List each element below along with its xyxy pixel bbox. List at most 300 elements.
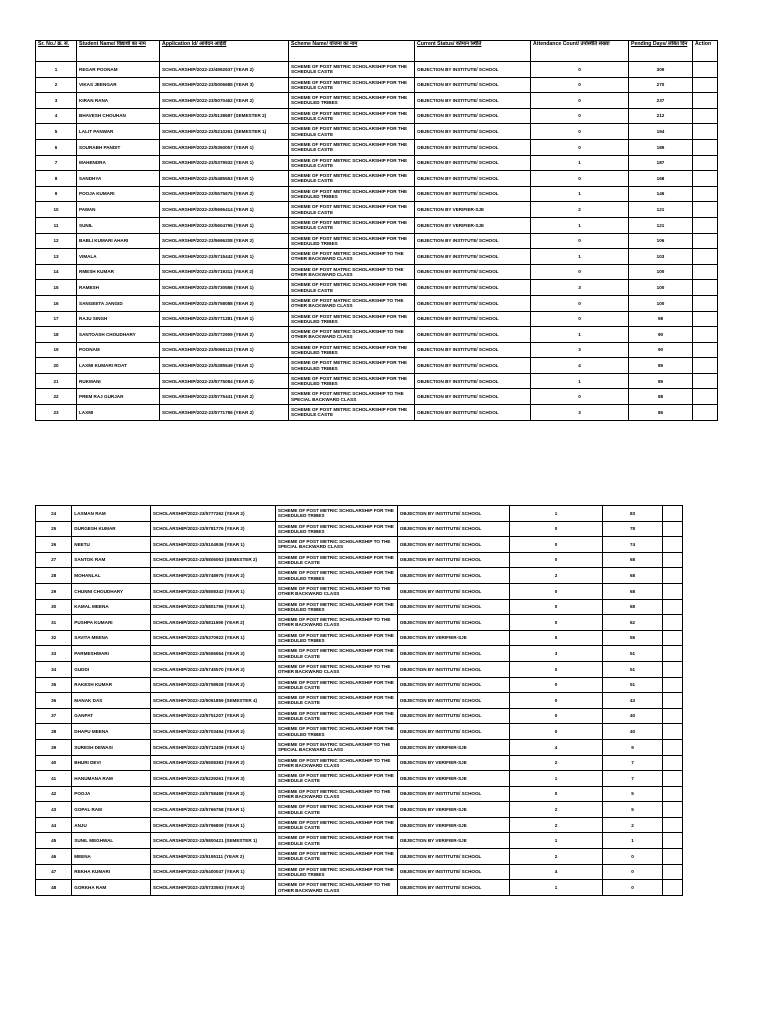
cell-attendance-count: 4 <box>531 358 629 374</box>
cell-pending-days: 5 <box>603 786 662 802</box>
cell-application-id: SCHOLARSHIP/2022-23/5730586 (YEAR 1) <box>160 280 289 296</box>
cell-pending-days: 103 <box>629 249 693 265</box>
header-attendance-count: Attendance Count/ उपस्थिति संख्या <box>531 41 629 62</box>
cell-sr-no: 6 <box>36 139 77 155</box>
cell-attendance-count: 2 <box>509 849 603 865</box>
cell-student-name: REKHA KUMARI <box>72 864 151 880</box>
cell-current-status: OBJECTION BY INSTITUTE/ SCHOOL <box>397 552 509 568</box>
table-row <box>36 599 683 615</box>
cell-current-status: OBJECTION BY INSTITUTE/ SCHOOL <box>397 693 509 709</box>
cell-current-status: OBJECTION BY INSTITUTE/ SCHOOL <box>397 708 509 724</box>
table-row <box>36 630 683 646</box>
cell-scheme-name: SCHEME OF POST METRIC SCHOLARSHIP FOR THE SCHEDULED TRIBES <box>289 311 415 327</box>
cell-student-name: NEETU <box>72 537 151 553</box>
cell-current-status: OBJECTION BY INSTITUTE/ SCHOOL <box>415 233 531 249</box>
cell-sr-no: 32 <box>36 630 72 646</box>
table-row <box>36 342 718 358</box>
cell-current-status: OBJECTION BY INSTITUTE/ SCHOOL <box>415 124 531 140</box>
cell-application-id: SCHOLARSHIP/2022-23/5712409 (YEAR 1) <box>150 739 275 755</box>
cell-attendance-count: 0 <box>509 552 603 568</box>
cell-student-name: PAWAN <box>77 202 160 218</box>
cell-current-status: OBJECTION BY INSTITUTE/ SCHOOL <box>415 108 531 124</box>
cell-sr-no: 41 <box>36 771 72 787</box>
cell-pending-days: 212 <box>629 108 693 124</box>
cell-action <box>662 583 682 599</box>
cell-scheme-name: SCHEME OF POST METRIC SCHOLARSHIP FOR THE SCHEDULED TRIBES <box>289 358 415 374</box>
cell-application-id: SCHOLARSHIP/2022-23/5801796 (YEAR 1) <box>150 599 275 615</box>
cell-pending-days: 5 <box>603 802 662 818</box>
cell-current-status: OBJECTION BY INSTITUTE/ SCHOOL <box>415 373 531 389</box>
cell-application-id: SCHOLARSHIP/2022-23/5604795 (YEAR 1) <box>160 217 289 233</box>
header-pending-days: Pending Days/ लंबित दिन <box>629 41 693 62</box>
cell-attendance-count: 0 <box>531 62 629 78</box>
cell-current-status: OBJECTION BY INSTITUTE/ SCHOOL <box>415 280 531 296</box>
cell-application-id: SCHOLARSHIP/2022-23/5138687 (SEMESTER 2) <box>160 108 289 124</box>
header-action: Action <box>693 41 718 62</box>
cell-action <box>662 786 682 802</box>
cell-pending-days: 88 <box>629 389 693 405</box>
cell-attendance-count: 0 <box>531 389 629 405</box>
table-body-page-1 <box>36 62 718 421</box>
cell-scheme-name: SCHEME OF POST METRIC SCHOLARSHIP FOR THE SCHEDULED TRIBES <box>275 506 397 522</box>
cell-current-status: OBJECTION BY INSTITUTE/ SCHOOL <box>397 724 509 740</box>
cell-sr-no: 8 <box>36 171 77 187</box>
cell-pending-days: 43 <box>603 693 662 709</box>
cell-action <box>662 739 682 755</box>
cell-action <box>693 77 718 93</box>
cell-sr-no: 13 <box>36 249 77 265</box>
cell-application-id: SCHOLARSHIP/2022-23/5485553 (YEAR 1) <box>160 171 289 187</box>
cell-action <box>693 280 718 296</box>
cell-sr-no: 9 <box>36 186 77 202</box>
cell-application-id: SCHOLARSHIP/2022-23/5766758 (YEAR 1) <box>150 802 275 818</box>
cell-student-name: VIKAS JEENGAR <box>77 77 160 93</box>
cell-student-name: GUDDI <box>72 661 151 677</box>
cell-sr-no: 38 <box>36 724 72 740</box>
header-scheme-name: Scheme Name/ योजना का नाम <box>289 41 415 62</box>
table-row <box>36 802 683 818</box>
cell-action <box>693 186 718 202</box>
cell-pending-days: 78 <box>603 521 662 537</box>
cell-action <box>662 677 682 693</box>
cell-scheme-name: SCHEME OF POST METRIC SCHOLARSHIP FOR THE SCHEDULE CASTE <box>275 677 397 693</box>
cell-pending-days: 270 <box>629 77 693 93</box>
header-application-id: Application Id/ आवेदन आईडी <box>160 41 289 62</box>
table-row <box>36 327 718 343</box>
cell-scheme-name: SCHEME OF POST METRIC SCHOLARSHIP TO THE OTHER BACKWARD CLASS <box>289 249 415 265</box>
cell-student-name: SANDHYA <box>77 171 160 187</box>
cell-scheme-name: SCHEME OF POST METRIC SCHOLARSHIP TO THE OTHER BACKWARD CLASS <box>275 880 397 896</box>
cell-action <box>693 155 718 171</box>
cell-application-id: SCHOLARSHIP/2022-23/5772909 (YEAR 2) <box>160 327 289 343</box>
cell-application-id: SCHOLARSHIP/2022-23/5758928 (YEAR 2) <box>150 677 275 693</box>
cell-pending-days: 68 <box>603 599 662 615</box>
cell-attendance-count: 0 <box>509 677 603 693</box>
cell-action <box>693 373 718 389</box>
cell-student-name: RMESH KUMAR <box>77 264 160 280</box>
cell-attendance-count: 1 <box>531 249 629 265</box>
cell-application-id: SCHOLARSHIP/2022-23/5285549 (YEAR 1) <box>160 358 289 374</box>
cell-sr-no: 21 <box>36 373 77 389</box>
cell-current-status: OBJECTION BY INSTITUTE/ SCHOOL <box>415 93 531 109</box>
cell-sr-no: 1 <box>36 62 77 78</box>
cell-scheme-name: SCHEME OF POST METRIC SCHOLARSHIP FOR THE SCHEDULED TRIBES <box>289 342 415 358</box>
cell-action <box>662 693 682 709</box>
cell-current-status: OBJECTION BY INSTITUTE/ SCHOOL <box>415 186 531 202</box>
cell-attendance-count: 0 <box>509 537 603 553</box>
table-row <box>36 880 683 896</box>
table-row <box>36 108 718 124</box>
cell-current-status: OBJECTION BY INSTITUTE/ SCHOOL <box>415 249 531 265</box>
cell-action <box>662 521 682 537</box>
cell-sr-no: 27 <box>36 552 72 568</box>
cell-action <box>693 327 718 343</box>
cell-attendance-count: 1 <box>509 833 603 849</box>
table-row <box>36 280 718 296</box>
cell-sr-no: 46 <box>36 849 72 865</box>
cell-scheme-name: SCHEME OF POST MATRIC SCHOLARSHIP TO THE OTHER BACKWARD CLASS <box>289 264 415 280</box>
cell-sr-no: 31 <box>36 615 72 631</box>
cell-attendance-count: 0 <box>531 264 629 280</box>
table-row <box>36 311 718 327</box>
cell-current-status: OBJECTION BY INSTITUTE/ SCHOOL <box>415 155 531 171</box>
cell-scheme-name: SCHEME OF POST METRIC SCHOLARSHIP FOR THE SCHEDULED TRIBES <box>275 864 397 880</box>
cell-scheme-name: SCHEME OF POST METRIC SCHOLARSHIP FOR THE SCHEDULE CASTE <box>275 833 397 849</box>
cell-student-name: PREM RAJ GURJAR <box>77 389 160 405</box>
cell-application-id: SCHOLARSHIP/2022-23/5070462 (YEAR 2) <box>160 93 289 109</box>
cell-application-id: SCHOLARSHIP/2022-23/5715442 (YEAR 1) <box>160 249 289 265</box>
cell-student-name: PUSHPA KUMARI <box>72 615 151 631</box>
cell-attendance-count: 3 <box>531 342 629 358</box>
cell-application-id: SCHOLARSHIP/2022-23/5400047 (YEAR 1) <box>150 864 275 880</box>
cell-action <box>693 233 718 249</box>
cell-attendance-count: 0 <box>531 93 629 109</box>
cell-scheme-name: SCHEME OF POST METRIC SCHOLARSHIP FOR THE SCHEDULE CASTE <box>289 171 415 187</box>
cell-attendance-count: 1 <box>509 880 603 896</box>
table-row <box>36 849 683 865</box>
cell-attendance-count: 0 <box>509 693 603 709</box>
cell-attendance-count: 1 <box>531 155 629 171</box>
cell-attendance-count: 0 <box>509 599 603 615</box>
cell-student-name: BHURI DEVI <box>72 755 151 771</box>
table-row <box>36 786 683 802</box>
cell-action <box>662 771 682 787</box>
cell-action <box>662 599 682 615</box>
cell-scheme-name: SCHEME OF POST METRIC SCHOLARSHIP FOR THE SCHEDULE CASTE <box>275 817 397 833</box>
table-row <box>36 405 718 421</box>
cell-application-id: SCHOLARSHIP/2022-23/5370922 (YEAR 1) <box>150 630 275 646</box>
cell-student-name: BHAVESH CHOUHAN <box>77 108 160 124</box>
cell-student-name: KIRAN RANA <box>77 93 160 109</box>
table-row <box>36 93 718 109</box>
cell-student-name: GORKHA RAM <box>72 880 151 896</box>
table-row <box>36 583 683 599</box>
cell-action <box>693 342 718 358</box>
cell-pending-days: 86 <box>629 405 693 421</box>
table-row <box>36 77 718 93</box>
cell-current-status: OBJECTION BY INSTITUTE/ SCHOOL <box>397 849 509 865</box>
cell-application-id: SCHOLARSHIP/2022-23/5811590 (YEAR 2) <box>150 615 275 631</box>
cell-scheme-name: SCHEME OF POST METRIC SCHOLARSHIP TO THE SPECIAL BACKWARD CLASS <box>289 389 415 405</box>
cell-sr-no: 48 <box>36 880 72 896</box>
cell-application-id: SCHOLARSHIP/2022-23/5555564 (YEAR 2) <box>150 646 275 662</box>
table-row <box>36 646 683 662</box>
table-row <box>36 552 683 568</box>
cell-attendance-count: 4 <box>509 864 603 880</box>
scholarship-table-page-1 <box>35 40 718 421</box>
cell-action <box>662 849 682 865</box>
cell-attendance-count: 3 <box>531 405 629 421</box>
cell-attendance-count: 0 <box>509 661 603 677</box>
cell-attendance-count: 0 <box>509 708 603 724</box>
cell-action <box>693 311 718 327</box>
cell-sr-no: 11 <box>36 217 77 233</box>
cell-scheme-name: SCHEME OF POST METRIC SCHOLARSHIP FOR THE SCHEDULE CASTE <box>289 124 415 140</box>
table-row <box>36 155 718 171</box>
cell-attendance-count: 0 <box>531 311 629 327</box>
table-row <box>36 537 683 553</box>
cell-application-id: SCHOLARSHIP/2022-23/5210261 (SEMESTER 1) <box>160 124 289 140</box>
cell-current-status: OBJECTION BY INSTITUTE/ SCHOOL <box>415 77 531 93</box>
cell-application-id: SCHOLARSHIP/2022-23/5229261 (YEAR 3) <box>150 771 275 787</box>
table-row <box>36 139 718 155</box>
cell-application-id: SCHOLARSHIP/2022-23/5806063 (SEMESTER 2) <box>150 552 275 568</box>
cell-student-name: SOURABH PANDIT <box>77 139 160 155</box>
cell-sr-no: 25 <box>36 521 72 537</box>
cell-pending-days: 146 <box>629 186 693 202</box>
cell-pending-days: 0 <box>603 849 662 865</box>
cell-sr-no: 29 <box>36 583 72 599</box>
cell-action <box>693 249 718 265</box>
cell-current-status: OBJECTION BY INSTITUTE/ SCHOOL <box>397 864 509 880</box>
cell-pending-days: 189 <box>629 139 693 155</box>
cell-action <box>693 217 718 233</box>
cell-current-status: OBJECTION BY INSTITUTE/ SCHOOL <box>397 880 509 896</box>
cell-action <box>662 724 682 740</box>
cell-student-name: MAHENDRA <box>77 155 160 171</box>
cell-application-id: SCHOLARSHIP/2022-23/5748975 (YEAR 2) <box>150 568 275 584</box>
cell-action <box>693 171 718 187</box>
table-row <box>36 389 718 405</box>
cell-attendance-count: 3 <box>509 646 603 662</box>
cell-scheme-name: SCHEME OF POST METRIC SCHOLARSHIP FOR THE SCHEDULE CASTE <box>289 280 415 296</box>
cell-application-id: SCHOLARSHIP/2022-23/5596414 (YEAR 1) <box>160 202 289 218</box>
cell-attendance-count: 1 <box>531 186 629 202</box>
cell-pending-days: 0 <box>603 880 662 896</box>
cell-pending-days: 194 <box>629 124 693 140</box>
cell-pending-days: 83 <box>603 506 662 522</box>
cell-application-id: SCHOLARSHIP/2022-23/5350057 (YEAR 1) <box>160 139 289 155</box>
cell-action <box>662 864 682 880</box>
cell-sr-no: 23 <box>36 405 77 421</box>
cell-attendance-count: 5 <box>509 630 603 646</box>
table-row <box>36 661 683 677</box>
cell-application-id: SCHOLARSHIP/2022-23/5745570 (YEAR 2) <box>150 661 275 677</box>
cell-scheme-name: SCHEME OF POST METRIC SCHOLARSHIP FOR THE SCHEDULED TRIBES <box>275 599 397 615</box>
cell-pending-days: 237 <box>629 93 693 109</box>
cell-scheme-name: SCHEME OF POST METRIC SCHOLARSHIP FOR THE SCHEDULE CASTE <box>289 108 415 124</box>
cell-scheme-name: SCHEME OF POST METRIC SCHOLARSHIP TO THE OTHER BACKWARD CLASS <box>275 583 397 599</box>
table-row <box>36 739 683 755</box>
cell-action <box>693 62 718 78</box>
cell-action <box>693 358 718 374</box>
cell-attendance-count: 1 <box>509 771 603 787</box>
cell-scheme-name: SCHEME OF POST METRIC SCHOLARSHIP FOR THE SCHEDULE CASTE <box>275 646 397 662</box>
cell-attendance-count: 0 <box>509 615 603 631</box>
cell-sr-no: 33 <box>36 646 72 662</box>
cell-scheme-name: SCHEME OF POST METRIC SCHOLARSHIP TO THE OTHER BACKWARD CLASS <box>275 786 397 802</box>
cell-application-id: SCHOLARSHIP/2022-23/5733593 (YEAR 2) <box>150 880 275 896</box>
cell-scheme-name: SCHEME OF POST METRIC SCHOLARSHIP FOR THE SCHEDULE CASTE <box>289 139 415 155</box>
cell-sr-no: 3 <box>36 93 77 109</box>
cell-application-id: SCHOLARSHIP/2022-23/5006685 (YEAR 3) <box>160 77 289 93</box>
cell-scheme-name: SCHEME OF POST METRIC SCHOLARSHIP TO THE SPECIAL BACKWARD CLASS <box>275 537 397 553</box>
cell-student-name: HANUMANA RAM <box>72 771 151 787</box>
cell-scheme-name: SCHEME OF POST METRIC SCHOLARSHIP FOR THE SCHEDULED TRIBES <box>275 630 397 646</box>
cell-application-id: SCHOLARSHIP/2022-23/5066123 (YEAR 1) <box>160 342 289 358</box>
cell-student-name: SURESH DEWASI <box>72 739 151 755</box>
cell-pending-days: 68 <box>603 552 662 568</box>
table-row <box>36 864 683 880</box>
table-row <box>36 62 718 78</box>
cell-pending-days: 89 <box>629 358 693 374</box>
cell-student-name: RUKMANI <box>77 373 160 389</box>
table-row <box>36 817 683 833</box>
cell-pending-days: 7 <box>603 771 662 787</box>
cell-current-status: OBJECTION BY INSTITUTE/ SCHOOL <box>397 677 509 693</box>
cell-action <box>662 506 682 522</box>
cell-application-id: SCHOLARSHIP/2022-23/5808342 (YEAR 1) <box>150 583 275 599</box>
table-row <box>36 295 718 311</box>
cell-scheme-name: SCHEME OF POST MATRIC SCHOLARSHIP TO THE OTHER BACKWARD CLASS <box>289 295 415 311</box>
table-row <box>36 373 718 389</box>
cell-student-name: DHAPU MEENA <box>72 724 151 740</box>
cell-scheme-name: SCHEME OF POST METRIC SCHOLARSHIP FOR THE SCHEDULE CASTE <box>289 202 415 218</box>
cell-current-status: OBJECTION BY INSTITUTE/ SCHOOL <box>415 342 531 358</box>
cell-student-name: ANJU <box>72 817 151 833</box>
cell-sr-no: 19 <box>36 342 77 358</box>
cell-pending-days: 98 <box>629 311 693 327</box>
cell-pending-days: 100 <box>629 264 693 280</box>
cell-action <box>693 139 718 155</box>
table-row <box>36 615 683 631</box>
cell-sr-no: 42 <box>36 786 72 802</box>
cell-current-status: OBJECTION BY INSTITUTE/ SCHOOL <box>397 599 509 615</box>
cell-sr-no: 16 <box>36 295 77 311</box>
cell-application-id: SCHOLARSHIP/2022-23/5775441 (YEAR 2) <box>160 389 289 405</box>
cell-pending-days: 187 <box>629 155 693 171</box>
table-row <box>36 521 683 537</box>
cell-attendance-count: 1 <box>509 506 603 522</box>
cell-pending-days: 40 <box>603 708 662 724</box>
cell-pending-days: 90 <box>629 342 693 358</box>
cell-sr-no: 39 <box>36 739 72 755</box>
table-row <box>36 771 683 787</box>
cell-current-status: OBJECTION BY INSTITUTE/ SCHOOL <box>397 646 509 662</box>
cell-sr-no: 28 <box>36 568 72 584</box>
cell-pending-days: 100 <box>629 295 693 311</box>
cell-action <box>662 630 682 646</box>
cell-action <box>662 755 682 771</box>
cell-scheme-name: SCHEME OF POST METRIC SCHOLARSHIP FOR THE SCHEDULED TRIBES <box>289 93 415 109</box>
cell-student-name: REGAR POONAM <box>77 62 160 78</box>
table-row <box>36 506 683 522</box>
cell-current-status: OBJECTION BY VERIFIER-SJE <box>397 802 509 818</box>
cell-current-status: OBJECTION BY INSTITUTE/ SCHOOL <box>415 311 531 327</box>
cell-scheme-name: SCHEME OF POST METRIC SCHOLARSHIP FOR THE SCHEDULED TRIBES <box>275 521 397 537</box>
table-row <box>36 358 718 374</box>
cell-action <box>693 124 718 140</box>
cell-pending-days: 51 <box>603 661 662 677</box>
cell-pending-days: 121 <box>629 202 693 218</box>
cell-attendance-count: 0 <box>531 139 629 155</box>
cell-scheme-name: SCHEME OF POST METRIC SCHOLARSHIP FOR THE SCHEDULE CASTE <box>289 77 415 93</box>
cell-student-name: POONAM <box>77 342 160 358</box>
cell-sr-no: 36 <box>36 693 72 709</box>
cell-pending-days: 309 <box>629 62 693 78</box>
cell-application-id: SCHOLARSHIP/2022-23/5104936 (YEAR 1) <box>150 537 275 553</box>
cell-current-status: OBJECTION BY INSTITUTE/ SCHOOL <box>397 568 509 584</box>
cell-sr-no: 44 <box>36 817 72 833</box>
cell-student-name: RAMESH <box>77 280 160 296</box>
cell-sr-no: 24 <box>36 506 72 522</box>
cell-sr-no: 47 <box>36 864 72 880</box>
cell-student-name: KAMAL MEENA <box>72 599 151 615</box>
cell-sr-no: 14 <box>36 264 77 280</box>
cell-application-id: SCHOLARSHIP/2022-23/5758489 (YEAR 2) <box>150 786 275 802</box>
cell-pending-days: 51 <box>603 677 662 693</box>
cell-student-name: RAKESH KUMAR <box>72 677 151 693</box>
cell-attendance-count: 0 <box>531 233 629 249</box>
cell-pending-days: 0 <box>603 864 662 880</box>
cell-sr-no: 17 <box>36 311 77 327</box>
cell-current-status: OBJECTION BY INSTITUTE/ SCHOOL <box>397 786 509 802</box>
cell-student-name: LAXMI <box>77 405 160 421</box>
cell-current-status: OBJECTION BY VERIFIER-SJE <box>397 755 509 771</box>
cell-application-id: SCHOLARSHIP/2022-23/5703494 (YEAR 2) <box>150 724 275 740</box>
cell-action <box>693 202 718 218</box>
cell-sr-no: 30 <box>36 599 72 615</box>
cell-sr-no: 10 <box>36 202 77 218</box>
cell-current-status: OBJECTION BY VERIFIER-SJE <box>415 202 531 218</box>
cell-current-status: OBJECTION BY INSTITUTE/ SCHOOL <box>415 295 531 311</box>
cell-sr-no: 35 <box>36 677 72 693</box>
cell-student-name: SUNIL <box>77 217 160 233</box>
cell-attendance-count: 0 <box>531 108 629 124</box>
table-row <box>36 186 718 202</box>
cell-current-status: OBJECTION BY INSTITUTE/ SCHOOL <box>397 615 509 631</box>
cell-attendance-count: 0 <box>531 124 629 140</box>
cell-current-status: OBJECTION BY VERIFIER-SJE <box>397 739 509 755</box>
cell-attendance-count: 0 <box>509 786 603 802</box>
cell-scheme-name: SCHEME OF POST METRIC SCHOLARSHIP FOR THE SCHEDULED TRIBES <box>275 568 397 584</box>
cell-current-status: OBJECTION BY INSTITUTE/ SCHOOL <box>415 327 531 343</box>
cell-scheme-name: SCHEME OF POST METRIC SCHOLARSHIP FOR THE SCHEDULE CASTE <box>289 217 415 233</box>
cell-scheme-name: SCHEME OF POST METRIC SCHOLARSHIP FOR THE SCHEDULE CASTE <box>289 62 415 78</box>
cell-student-name: BABLI KUMARI AHARI <box>77 233 160 249</box>
table-row <box>36 833 683 849</box>
cell-pending-days: 55 <box>603 630 662 646</box>
cell-attendance-count: 0 <box>509 583 603 599</box>
cell-scheme-name: SCHEME OF POST METRIC SCHOLARSHIP FOR THE SCHEDULE CASTE <box>275 802 397 818</box>
cell-pending-days: 89 <box>629 373 693 389</box>
cell-student-name: SUNIL MEGHWAL <box>72 833 151 849</box>
cell-action <box>693 93 718 109</box>
cell-scheme-name: SCHEME OF POST METRIC SCHOLARSHIP TO THE OTHER BACKWARD CLASS <box>275 755 397 771</box>
cell-current-status: OBJECTION BY VERIFIER-SJE <box>397 771 509 787</box>
cell-pending-days: 68 <box>603 583 662 599</box>
cell-sr-no: 5 <box>36 124 77 140</box>
